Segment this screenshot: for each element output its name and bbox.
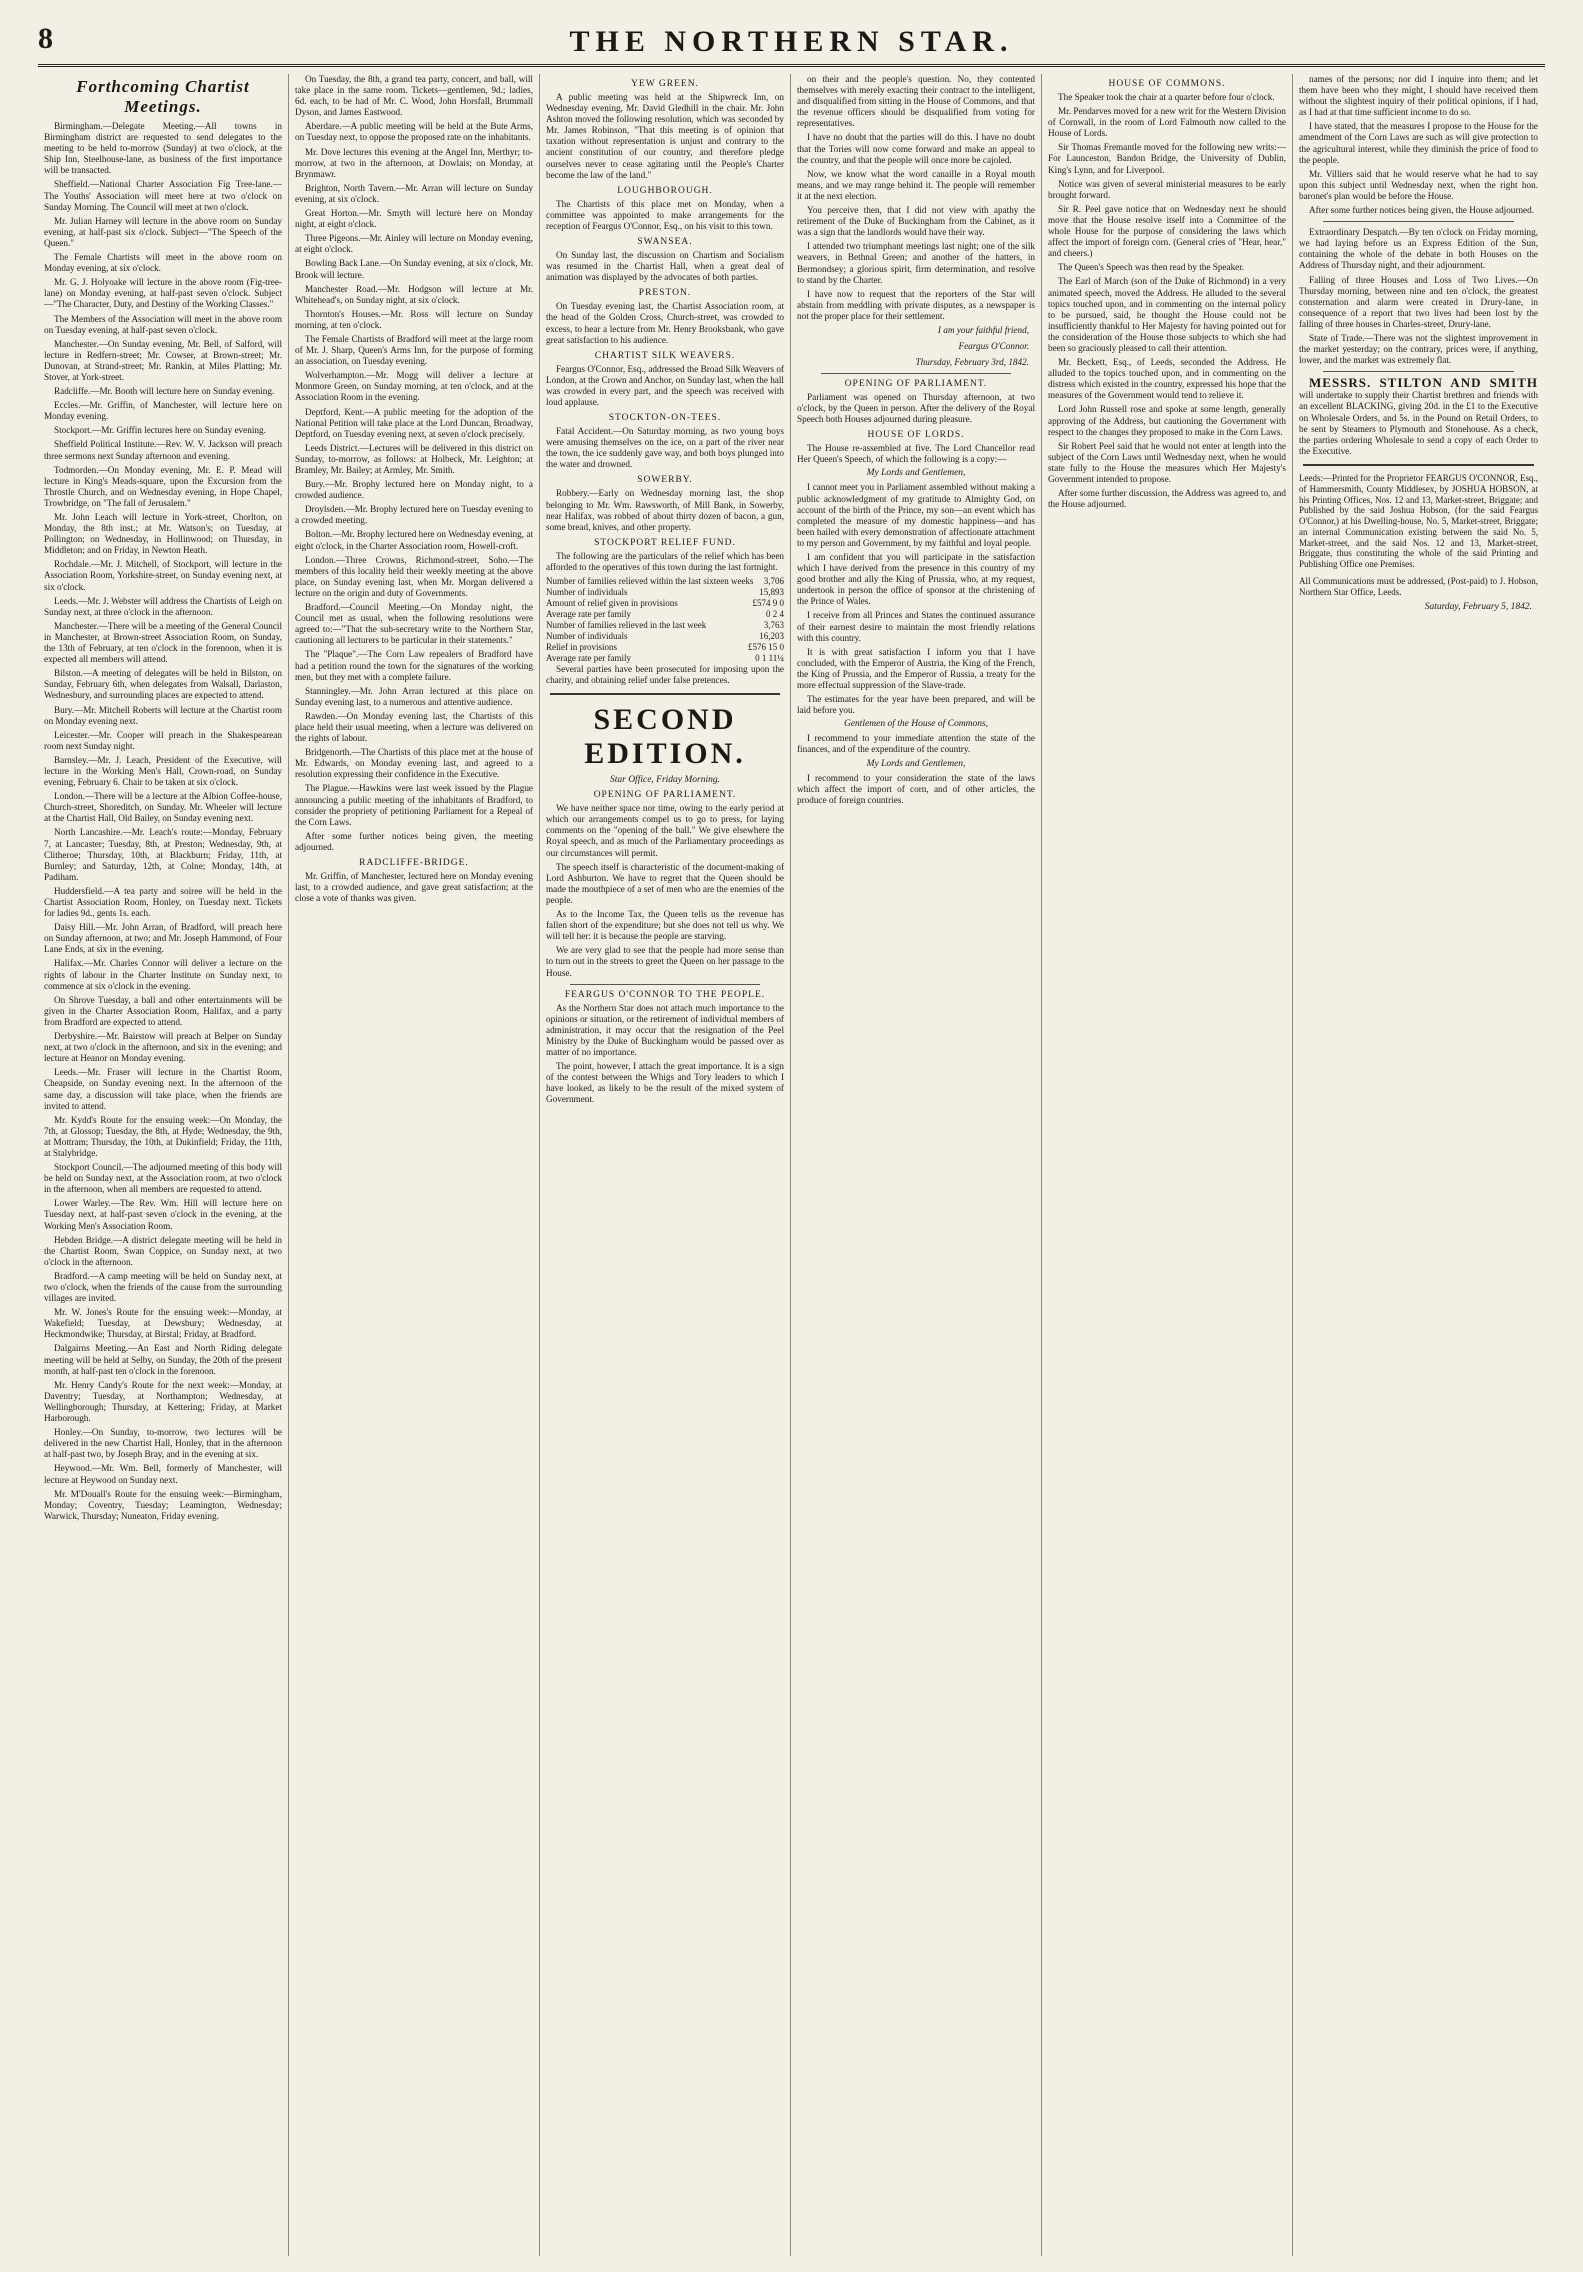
letter-continued <box>797 74 1035 322</box>
meeting-notice: Bolton.—Mr. Brophy lectured here on Wednesday evening, at eight o'clock, in the Charter Association room, Howell-croft. <box>295 529 533 551</box>
section-heading: STOCKPORT RELIEF FUND. <box>594 537 736 548</box>
debate-continued <box>1299 74 1538 216</box>
section-text: The following are the particulars of the relief which has been afforded to the operatives of this town during the last fortnight. <box>546 550 784 572</box>
meeting-notice: Bilston.—A meeting of delegates will be held in Bilston, on Sunday, February 6th, when delegates from Walsall, Darlaston, Wednesbury, and surrounding places are expected to attend. <box>44 668 282 701</box>
advert-text: will undertake to supply their Chartist brethren and friends with an excellent BLACKING, giving 20d. in the £1 to the Executive on Wholesale Orders, and 5s. in the Pound on Retail Orders, to be sent by Steamers to Plymouth and Stonehouse. As a check, the parties ordering Wholesale to send a copy of each Order to the Executive. <box>1299 390 1538 456</box>
column-3 <box>540 74 791 2256</box>
meeting-notice: Brighton, North Tavern.—Mr. Arran will lecture on Sunday evening, at six o'clock. <box>295 182 533 204</box>
divider <box>821 373 1011 374</box>
radcliffe-text: Mr. Griffin, of Manchester, lectured here on Monday evening last, to a crowded audience, and gave great satisfaction; at the close a vote of thanks was given. <box>295 871 533 904</box>
article-paragraph: The speech itself is characteristic of the document-making of Lord Ashburton. We have to regret that the Queen should be made the mouthpiece of a set of men who are the enemies of the people. <box>546 861 784 905</box>
article-paragraph: We have neither space nor time, owing to the early period at which our arrangements compel us to go to press, for laying comments on the "opening of the ball." We give elsewhere the Royal speech, and as much of the Parliamentary proceedings as our circumstances will permit. <box>546 803 784 858</box>
meeting-notice: London.—Three Crowns, Richmond-street, Soho.—The members of this locality held their weekly meeting at the above place, on Sunday evening last, when Mr. Morgan delivered a lecture on the origin and duty of Governments. <box>295 554 533 598</box>
relief-value: 0 2 4 <box>766 609 784 619</box>
meeting-notice: Three Pigeons.—Mr. Ainley will lecture on Monday evening, at eight o'clock. <box>295 233 533 255</box>
divider <box>550 693 780 695</box>
letter-paragraph: Now, we know what the word canaille in a Royal mouth means, and we may range behind it. The people will remember it at the next election. <box>797 168 1035 201</box>
meeting-notice: Huddersfield.—A tea party and soiree will be held in the Chartist Association Room, Honley, on Tuesday next. Tickets for ladies 9d., gents 1s. each. <box>44 885 282 919</box>
letter-paragraph: The point, however, I attach the great importance. It is a sign of the contest between the Whigs and Tory leaders to which I have looked, as likely to be the result of the mixed system of Government. <box>546 1061 784 1105</box>
imprint: Leeds:—Printed for the Proprietor FEARGUS O'CONNOR, Esq., of Hammersmith, County Middlesex, by JOSHUA HOBSON, at his Printing Offices, Nos. 12 and 13, Market-street, Briggate; and Published by the said Joshua Hobson, (for the said Feargus O'Connor,) at his Dwelling-house, No. 5, Market-street, Briggate; an internal Communication existing between the said No. 5, Market-street, and the said Nos. 12 and 13, Market-street, Briggate, thus constituting the whole of the said Printing and Publishing Office one Premises. <box>1299 472 1538 570</box>
relief-row <box>546 620 784 631</box>
section-heading: CHARTIST SILK WEAVERS. <box>594 350 736 361</box>
section-text: Robbery.—Early on Wednesday morning last, the shop belonging to Mr. Wm. Rawsworth, of Mill Bank, in Sowerby, near Halifax, was robbed of about thirty dozen of bacon, a gun, some bread, knives, and other property. <box>546 488 784 532</box>
meeting-notice: Aberdare.—A public meeting will be held at the Bute Arms, on Tuesday next, to oppose the proposed rate on the inhabitants. <box>295 121 533 143</box>
meeting-notice: Derbyshire.—Mr. Bairstow will preach at Belper on Sunday next, at two o'clock in the afternoon, and six in the evening; and lecture at Heanor on Monday evening. <box>44 1031 282 1064</box>
column-6 <box>1293 74 1544 2256</box>
letter-paragraph: I have now to request that the reporters of the Star will abstain from meddling with private disputes, as a newspaper is not the proper place for their settlement. <box>797 288 1035 321</box>
relief-value: 15,893 <box>759 587 784 597</box>
meeting-notice: The "Plaque".—The Corn Law repealers of Bradford have had a petition round the town for the signatures of the working men, but they met with a complete failure. <box>295 649 533 682</box>
meeting-notice: Mr. M'Douall's Route for the ensuing week:—Birmingham, Monday; Coventry, Tuesday; Leamington, Wednesday; Warwick, Thursday; Nuneaton, Friday evening. <box>44 1488 282 1521</box>
meeting-notice: Great Horton.—Mr. Smyth will lecture here on Monday night, at eight o'clock. <box>295 208 533 230</box>
meeting-notice: Manchester Road.—Mr. Hodgson will lecture at Mr. Whitehead's, on Sunday night, at six o'clock. <box>295 283 533 305</box>
meeting-notice: Leeds.—Mr. J. Webster will address the Chartists of Leigh on Sunday next, at three o'clock in the afternoon. <box>44 595 282 617</box>
meeting-notice: Mr. Julian Harney will lecture in the above room on Sunday evening, at half-past six o'clock. Subject—"The Speech of the Queen." <box>44 215 282 248</box>
section-text: The Chartists of this place met on Monday, when a committee was appointed to make arrangements for the reception of Feargus O'Connor, Esq., on his visit to this town. <box>546 198 784 231</box>
meeting-notice: Hebden Bridge.—A district delegate meeting will be held in the Chartist Room, Swan Coppice, on Sunday next, at two o'clock in the afternoon. <box>44 1234 282 1267</box>
relief-label: Average rate per family <box>546 653 632 663</box>
section-text: Fatal Accident.—On Saturday morning, as two young boys were amusing themselves on the ice, on a part of the river near the town, the ice suddenly gave way, and both boys plunged into the water and drowned. <box>546 426 784 470</box>
masthead <box>38 20 1545 67</box>
signoff-date: Thursday, February 3rd, 1842. <box>915 356 1029 367</box>
speech-paragraph: I cannot meet you in Parliament assembled without making a public acknowledgment of my gratitude to Almighty God, on account of the birth of the Prince, my son—an event which has completed the measure of my domestic happiness—and has been hailed with every demonstration of affectionate attachment to my person and Government, by my faithful and loyal people. <box>797 482 1035 548</box>
relief-value: £574 9 0 <box>752 598 784 608</box>
meeting-notice: Leeds.—Mr. Fraser will lecture in the Chartist Room, Cheapside, on Sunday evening next. In the afternoon of the same day, a discussion will take place, when the friends are invited to attend. <box>44 1067 282 1111</box>
relief-value: 0 1 11¼ <box>755 653 784 663</box>
advert-heading: MESSRS. STILTON AND SMITH <box>1309 375 1538 391</box>
report-paragraph: Lord John Russell rose and spoke at some length, generally approving of the Address, but cautioning the Government with respect to the changes they proposed to make in the Corn Laws. <box>1048 404 1286 437</box>
meeting-notice: Rawden.—On Monday evening last, the Chartists of this place held their usual meeting, when a lecture was delivered on the rights of labour. <box>295 710 533 744</box>
imprint-address: All Communications must be addressed, (Post-paid) to J. Hobson, Northern Star Office, Leeds. <box>1299 576 1538 597</box>
meeting-notice: Stockport Council.—The adjourned meeting of this body will be held on Sunday next, at the Association room, at two o'clock in the afternoon, when all members are requested to attend. <box>44 1162 282 1195</box>
local-news <box>546 79 784 573</box>
meeting-notice: The Female Chartists will meet in the above room on Monday evening, at six o'clock. <box>44 252 282 274</box>
newspaper-title: THE NORTHERN STAR. <box>569 25 1014 58</box>
report-paragraph: The Speaker took the chair at a quarter before four o'clock. <box>1058 92 1275 102</box>
meeting-notice: Thornton's Houses.—Mr. Ross will lecture on Sunday morning, at ten o'clock. <box>295 308 533 330</box>
commons-address: Gentlemen of the House of Commons, <box>843 719 989 730</box>
relief-label: Number of families relieved in the last week <box>546 620 707 630</box>
meeting-notice: Halifax.—Mr. Charles Connor will deliver a lecture on the rights of labour in the Charter Institute on Sunday next, to commence at six o'clock in the evening. <box>44 958 282 991</box>
relief-value: 3,706 <box>763 576 784 586</box>
report-paragraph: The Earl of March (son of the Duke of Richmond) in a very animated speech, moved the Address. He alluded to the several topics touched upon, and in commenting on the internal policy to be pursued, said, he thought the House could not be insufficiently thankful to Her Majesty for having pointed out for the consideration of the House those subjects to which she had been so graciously pleased to call their attention. <box>1048 276 1286 353</box>
meeting-notice: Mr. Dove lectures this evening at the Angel Inn, Merthyr; to-morrow, at two in the afternoon, at Dowlais; on Monday, at Brynmawr. <box>295 146 533 179</box>
advert <box>1299 377 1538 457</box>
meeting-notice: The Female Chartists of Bradford will meet at the large room of Mr. J. Sharp, Queen's Arms Inn, for the purpose of forming an association, on Tuesday evening. <box>295 333 533 367</box>
report-paragraph: Sir Robert Peel said that he would not enter at length into the subject of the Corn Laws until Wednesday next, when he would state fully to the House the measures which Her Majesty's Government intended to propose. <box>1048 440 1286 484</box>
meeting-notice: Bridgenorth.—The Chartists of this place met at the house of Mr. Edwards, on Monday evening last, and agreed to a resolution expressing their confidence in the Executive. <box>295 747 533 780</box>
relief-row <box>546 653 784 664</box>
meeting-notice: Eccles.—Mr. Griffin, of Manchester, will lecture here on Monday evening. <box>44 400 282 422</box>
divider <box>1323 371 1514 372</box>
column-2 <box>289 74 540 2256</box>
report-paragraph: names of the persons; nor did I inquire into them; and let them have been who they might, I should have received them without the slightest inquiry of their political opinions, if I had, as I had at that time sufficient income to do so. <box>1299 74 1538 118</box>
state-of-trade: State of Trade.—There was not the slightest improvement in the market yesterday; on the contrary, prices were, if anything, lower, and the market was extremely flat. <box>1299 332 1538 366</box>
relief-label: Average rate per family <box>546 609 632 619</box>
meeting-notice: Bradford.—A camp meeting will be held on Sunday next, at two o'clock, when the friends of the cause from the surrounding villages are invited. <box>44 1270 282 1304</box>
letter-paragraph: I attended two triumphant meetings last night; one of the silk weavers, in Bethnal Green; and another of the hatters, in Bermondsey; a glorious spirit, firm determination, and resolve to stand by the Charter. <box>797 241 1035 285</box>
meeting-notice: Stockport.—Mr. Griffin lectures here on Sunday evening. <box>54 425 266 436</box>
meeting-notice: Leeds District.—Lectures will be delivered in this district on Sunday, to-morrow, as follows: at Holbeck, Mr. Leighton; at Bramley, Mr. Bailey; at Armley, Mr. Smith. <box>295 442 533 475</box>
relief-label: Number of families relieved within the last sixteen weeks <box>546 576 754 586</box>
meeting-notice: On Shrove Tuesday, a ball and other entertainments will be given in the Charter Association Room, Halifax, and a party from Bradford are expected to attend. <box>44 994 282 1027</box>
column-4 <box>791 74 1042 2256</box>
relief-table <box>546 576 784 664</box>
meeting-notice: Rochdale.—Mr. J. Mitchell, of Stockport, will lecture in the Association Room, Yorkshire-street, on Sunday evening next, at six o'clock. <box>44 559 282 592</box>
meeting-notice: Todmorden.—On Monday evening, Mr. E. P. Mead will lecture in King's Meads-square, upon the Excursion from the Throstle Church, and on Wednesday evening, in Hope Chapel, Trowbridge, on "The fall of Jerusalem." <box>44 464 282 508</box>
meeting-notice: The Members of the Association will meet in the above room on Tuesday evening, at half-past seven o'clock. <box>44 313 282 335</box>
section-heading: LOUGHBOROUGH. <box>617 185 713 196</box>
meeting-notice: Wolverhampton.—Mr. Mogg will deliver a lecture at Monmore Green, on Sunday morning, at ten o'clock, and at the Association Room in the evening. <box>295 370 533 403</box>
meeting-notice: Bury.—Mr. Brophy lectured here on Monday night, to a crowded audience. <box>295 479 533 501</box>
final-address: My Lords and Gentlemen, <box>866 758 966 769</box>
meeting-notice: Radcliffe.—Mr. Booth will lecture here on Sunday evening. <box>54 386 275 397</box>
imprint-date: Saturday, February 5, 1842. <box>1424 601 1532 612</box>
relief-label: Number of individuals <box>546 587 628 597</box>
meeting-notice: Dalgairns Meeting.—An East and North Riding delegate meeting will be held at Selby, on Sunday, the 20th of the present month, at half-past ten o'clock in the forenoon. <box>44 1343 282 1376</box>
feargus-letter <box>546 1003 784 1106</box>
meeting-notice: Mr. John Leach will lecture in York-street, Chorlton, on Monday, the 8th inst.; at Mr. Watson's; on Tuesday, at Pollington; on Wednesday, in Hollinwood; on Thursday, in Middleton; and on Friday, in Newton Heath. <box>44 512 282 556</box>
meeting-notice: Mr. Kydd's Route for the ensuing week:—On Monday, the 7th, at Glossop; Tuesday, the 8th, at Hyde; Wednesday, the 9th, at Mottram; Thursday, the 10th, at Dukinfield; Friday, the 11th, at Stalybridge. <box>44 1114 282 1158</box>
queens-speech <box>797 482 1035 716</box>
radcliffe-heading: RADCLIFFE-BRIDGE. <box>359 858 469 868</box>
meeting-notice: Deptford, Kent.—A public meeting for the adoption of the National Petition will take place at the Lord Duncan, Broadway, Deptford, on Tuesday evening next, at seven o'clock precisely. <box>295 406 533 439</box>
relief-value: 16,203 <box>759 631 784 641</box>
commons-text: I recommend to your immediate attention the state of the finances, and of the expenditure of the country. <box>797 733 1035 755</box>
report-paragraph: After some further notices being given, the House adjourned. <box>1309 205 1535 216</box>
divider <box>570 984 760 985</box>
commons-report <box>1048 92 1286 510</box>
letter-paragraph: on their and the people's question. No, they contented themselves with merely exacting their contract to the intelligent, and disqualified from sitting in the House of Commons, and that the revenue officers should be disqualified from voting for representatives. <box>797 74 1035 129</box>
meeting-notice: After some further notices being given, the meeting adjourned. <box>295 830 533 852</box>
columns <box>38 74 1545 2256</box>
report-paragraph: Sir Thomas Fremantle moved for the following new writs:—For Launceston, Bandon Bridge, the University of Dublin, King's Lynn, and for Liverpool. <box>1048 142 1286 175</box>
meeting-notice: Daisy Hill.—Mr. John Arran, of Bradford, will preach here on Sunday afternoon, at two; and Mr. Joseph Hammond, of Four Lane Ends, at six in the evening. <box>44 922 282 955</box>
signoff: I am your faithful friend, <box>937 324 1029 335</box>
meeting-notice: The Plague.—Hawkins were last week issued by the Plague announcing a public meeting of the inhabitants of Bradford, to consider the propriety of petitioning Parliament for a Repeal of the Corn Laws. <box>295 783 533 827</box>
section-heading: SWANSEA. <box>637 237 693 248</box>
meeting-notice: Honley.—On Sunday, to-morrow, two lectures will be delivered in the new Chartist Hall, Honley, that in the afternoon at half-past two, by Joseph Bray, and in the evening at six. <box>44 1427 282 1460</box>
meeting-notice: Mr. G. J. Holyoake will lecture in the above room (Fig-tree-lane) on Monday evening, at half-past seven o'clock. Subject—"The Character, Duty, and Destiny of the Working Classes." <box>44 277 282 310</box>
commons-heading: HOUSE OF COMMONS. <box>1108 79 1226 89</box>
relief-row <box>546 576 784 587</box>
article-paragraph: As to the Income Tax, the Queen tells us the revenue has fallen short of the expenditure; but she does not tell us why. We will tell her: it is because the people are starving. <box>546 909 784 942</box>
letter-paragraph: You perceive then, that I did not view with apathy the retirement of the Duke of Buckingham from the Cabinet, as it was a sign that the landlords would have their way. <box>797 205 1035 238</box>
section-heading: SOWERBY. <box>637 475 693 486</box>
report-paragraph: Sir R. Peel gave notice that on Wednesday next he should move that the House resolve itself into a Committee of the whole House for the purpose of considering the laws which affect the import of foreign corn. (General cries of "Hear, hear," and cheers.) <box>1048 203 1286 259</box>
newspaper-page <box>38 20 1545 2256</box>
letter-paragraph: As the Northern Star does not attach much importance to the opinions or situation, or the retirement of individual members of administration, it may occur that the resignation of the Peel Ministry by the Duke of Buckingham would be passed over as matter of no importance. <box>546 1002 784 1057</box>
meeting-notice: Manchester.—There will be a meeting of the General Council in Manchester, at Brown-street Association Room, on Sunday, the 13th of February, at ten o'clock in the forenoon, when it is expected all members will attend. <box>44 620 282 665</box>
feargus-heading: FEARGUS O'CONNOR TO THE PEOPLE. <box>564 989 766 1000</box>
section-text: Feargus O'Connor, Esq., addressed the Broad Silk Weavers of London, at the Crown and Anchor, on Sunday last, when the hall was crowded in every part, and the speech was received with loud applause. <box>546 363 784 407</box>
meetings-list <box>44 121 282 1522</box>
speech-paragraph: I am confident that you will participate in the satisfaction which I have derived from the presence in this country of my good brother and ally the King of Prussia, who, at my request, undertook in person the office of sponsor at the christening of the Prince of Wales. <box>797 552 1035 607</box>
relief-label: Number of individuals <box>546 631 628 641</box>
section-text: On Sunday last, the discussion on Chartism and Socialism was resumed in the Chartist Hall, when a great deal of animation was displayed by the advocates of both parties. <box>546 250 784 283</box>
meeting-notice: Barnsley.—Mr. J. Leach, President of the Executive, will lecture in the Working Men's Hall, Crown-road, on Sunday evening, February 6. Chair to be taken at six o'clock. <box>44 754 282 788</box>
section-heading: YEW GREEN. <box>631 79 699 89</box>
edition-dateline: Star Office, Friday Morning. <box>609 775 721 786</box>
opening-text: Parliament was opened on Thursday afternoon, at two o'clock, by the Queen in person. After the delivery of the Royal Speech both Houses adjourned during pleasure. <box>797 391 1035 425</box>
meeting-notice: Sheffield.—National Charter Association Fig Tree-lane.—The Youths' Association will meet here at two o'clock on Sunday Morning. The Council will meet at two o'clock. <box>44 179 282 212</box>
speech-paragraph: It is with great satisfaction I inform you that I have concluded, with the Emperor of Austria, the King of the French, the King of Prussia, and the Emperor of Russia, a treaty for the more effectual suppression of the Slave-trade. <box>797 646 1035 691</box>
divider <box>1303 464 1534 466</box>
meeting-notice: Sheffield Political Institute.—Rev. W. V. Jackson will preach three sermons next Sunday afternoon and evening. <box>44 439 282 461</box>
meeting-notice: Droylsden.—Mr. Brophy lectured here on Tuesday evening to a crowded meeting. <box>295 504 533 526</box>
relief-row <box>546 587 784 598</box>
report-paragraph: I have stated, that the measures I propose to the House for the amendment of the Corn Laws are such as will give protection to the agricultural interest, while they diminish the price of food to the people. <box>1299 121 1538 165</box>
meeting-notice: Mr. Henry Candy's Route for the next week:—Monday, at Daventry; Tuesday, at Northampton; Wednesday, at Wellingborough; Thursday, at Kettering; Friday, at Market Harborough. <box>44 1379 282 1424</box>
opening-article <box>546 803 784 978</box>
relief-row <box>546 642 784 653</box>
letter-paragraph: I have no doubt that the parties will do this. I have no doubt that the Tories will now come forward and make an appeal to the country, and that the people will once more be cajoled. <box>797 132 1035 165</box>
speech-paragraph: The estimates for the year have been prepared, and will be laid before you. <box>797 694 1035 716</box>
relief-value: £576 15 0 <box>748 642 784 652</box>
meeting-notice: Bradford.—Council Meeting.—On Monday night, the Council met as usual, when the following resolutions were agreed to:—"That the sub-secretary write to the Northern Star, cautioning all lecturers to be particular in their statements." <box>295 602 533 646</box>
speech-paragraph: I receive from all Princes and States the continued assurance of their earnest desire to maintain the most friendly relations with this country. <box>797 610 1035 643</box>
meeting-notice: Bowling Back Lane.—On Sunday evening, at six o'clock, Mr. Brook will lecture. <box>295 258 533 280</box>
relief-row <box>546 631 784 642</box>
section-text: A public meeting was held at the Shipwreck Inn, on Wednesday evening, Mr. David Gledhill in the chair. Mr. John Ashton moved the following resolution, which was seconded by Mr. James Robinson, "That this meeting is of opinion that taxation without representation is unjust and contrary to the ancient constitution of our country, and therefore pledge ourselves never to cease agitating until the People's Charter become the law of the land." <box>546 92 784 180</box>
opening-heading: OPENING OF PARLIAMENT. <box>593 790 737 801</box>
relief-note: Several parties have been prosecuted for imposing upon the charity, and obtaining relief under false pretences. <box>546 664 784 686</box>
column-1 <box>38 74 289 2256</box>
relief-row <box>546 598 784 609</box>
extraordinary-despatch: Extraordinary Despatch.—By ten o'clock on Friday morning, we had laying before us an Express Edition of the Sun, containing the whole of the debate in both Houses on the Address of Thursday night, and their adjournment. <box>1299 227 1538 271</box>
relief-label: Relief in provisions <box>546 642 617 652</box>
section-heading: PRESTON. <box>638 288 692 299</box>
relief-row <box>546 609 784 620</box>
meeting-notice: Leicester.—Mr. Cooper will preach in the Shakespearean room next Sunday night. <box>44 729 282 751</box>
report-paragraph: Notice was given of several ministerial measures to be early brought forward. <box>1048 178 1286 200</box>
report-paragraph: After some further discussion, the Address was agreed to, and the House adjourned. <box>1048 488 1286 510</box>
meeting-notice: Stanningley.—Mr. John Arran lectured at this place on Sunday evening last, to a numerous and attentive audience. <box>295 685 533 707</box>
opening-heading-2: OPENING OF PARLIAMENT. <box>844 378 988 389</box>
meeting-notice: Heywood.—Mr. Wm. Bell, formerly of Manchester, will lecture at Heywood on Sunday next. <box>44 1463 282 1485</box>
column-5 <box>1042 74 1293 2256</box>
report-paragraph: The Queen's Speech was then read by the Speaker. <box>1058 262 1245 273</box>
section-heading: STOCKTON-ON-TEES. <box>608 413 722 424</box>
meeting-notice: North Lancashire.—Mr. Leach's route:—Monday, February 7, at Lancaster; Tuesday, 8th, at Preston; Wednesday, 9th, at Clitheroe; Thursday, 10th, at Blackburn; Friday, 11th, at Burnley; and Saturday, 12th, at Colne; Monday, 14th, at Padiham. <box>44 827 282 882</box>
report-paragraph: Mr. Villiers said that he would reserve what he had to say upon this subject until Wednesday next, when the right hon. baronet's plan would be before the House. <box>1299 168 1538 201</box>
meetings-continued <box>295 74 533 853</box>
signoff-name: Feargus O'Connor. <box>958 340 1029 351</box>
report-paragraph: Mr. Pendarves moved for a new writ for the Western Division of Cornwall, in the room of Lord Falmouth now called to the House of Lords. <box>1048 106 1286 139</box>
page-number: 8 <box>38 22 53 55</box>
lords-heading: HOUSE OF LORDS. <box>867 430 965 441</box>
meeting-notice: On Tuesday, the 8th, a grand tea party, concert, and ball, will take place in the same room. Tickets—gentlemen, 9d.; ladies, 6d. each, to be had of Mr. C. Wood, John Horsfall, Brummall Dyson, and James Eastwood. <box>295 74 533 118</box>
meeting-notice: London.—There will be a lecture at the Albion Coffee-house, Church-street, Shoreditch, on Sunday. Mr. Wheeler will lecture at the Chartist Hall, Old Bailey, on Sunday evening next. <box>44 791 282 824</box>
meeting-notice: Lower Warley.—The Rev. Wm. Hill will lecture here on Tuesday next, at half-past seven o'clock in the evening, at the Working Men's Association Room. <box>44 1198 282 1231</box>
meeting-notice: Mr. W. Jones's Route for the ensuing week:—Monday, at Wakefield; Tuesday, at Dewsbury; Wednesday, at Heckmondwike; Thursday, at Birstal; Friday, at Bradford. <box>44 1307 282 1340</box>
meetings-heading: Forthcoming Chartist Meetings. <box>76 77 250 116</box>
falling-houses: Falling of three Houses and Loss of Two Lives.—On Thursday morning, between nine and ten o'clock, the greatest consternation and alarm were created in Drury-lane, in consequence of a report that two lives had been lost by the falling of three houses in Charles-street, Drury-lane. <box>1299 274 1538 329</box>
meeting-notice: Birmingham.—Delegate Meeting.—All towns in Birmingham district are requested to send delegates to the meeting to be held to-morrow (Sunday) at two o'clock, at the Ship Inn, Steelhouse-lane, as business of the first importance will be transacted. <box>44 121 282 176</box>
lords-address: My Lords and Gentlemen, <box>866 468 966 479</box>
report-paragraph: Mr. Beckett, Esq., of Leeds, seconded the Address. He alluded to the topics touched upon, and in commenting on the distress which existed in the country, expressed his hope that the measures of the Government would tend to relieve it. <box>1048 357 1286 401</box>
relief-value: 3,763 <box>763 620 784 630</box>
meeting-notice: Manchester.—On Sunday evening, Mr. Bell, of Salford, will lecture in Redfern-street; Mr. Cowser, at Brown-street; Mr. Dunovan, at Strand-street; Mr. Rankin, at Miles Platting; Mr. Stover, at York-street. <box>44 338 282 382</box>
lords-text: The House re-assembled at five. The Lord Chancellor read Her Queen's Speech, of which the following is a copy:— <box>797 443 1035 465</box>
divider <box>1323 221 1514 222</box>
meeting-notice: Bury.—Mr. Mitchell Roberts will lecture at the Chartist room on Monday evening next. <box>44 704 282 726</box>
final-text: I recommend to your consideration the state of the laws which affect the import of corn, and of other articles, the produce of foreign countries. <box>797 772 1035 805</box>
article-paragraph: We are very glad to see that the people had more sense than to turn out in the streets to greet the Queen on her passage to the House. <box>546 945 784 978</box>
edition-title: SECOND EDITION. <box>584 703 746 771</box>
relief-label: Amount of relief given in provisions <box>546 598 678 608</box>
section-text: On Tuesday evening last, the Chartist Association room, at the head of the Golden Cross, Church-street, was crowded to excess, to hear a lecture from Mr. Henry Brooksbank, who gave great satisfaction to his audience. <box>546 301 784 345</box>
